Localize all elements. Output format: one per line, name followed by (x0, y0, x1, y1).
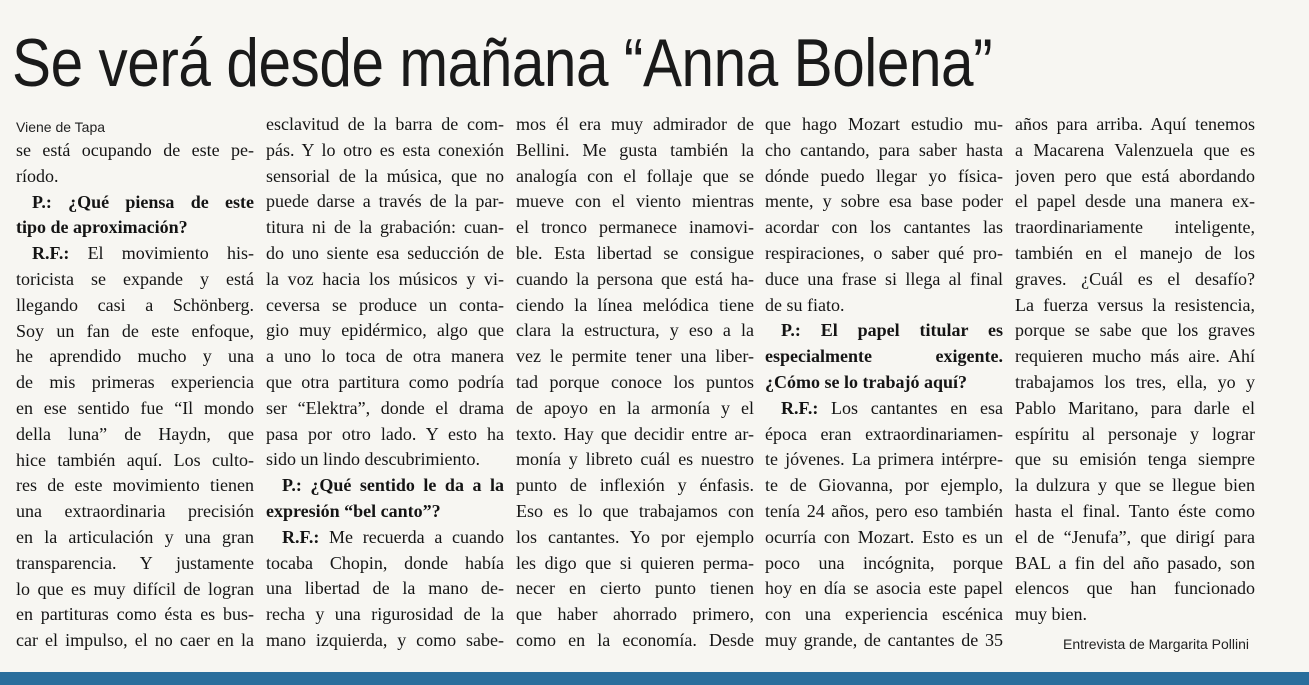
text-line: vez le permite tener una liber- (516, 346, 754, 367)
speaker-label: R.F.: (781, 397, 819, 418)
text-line: expresión “bel canto”? (266, 500, 441, 521)
text-line: una extraordinaria precisión (16, 501, 254, 522)
text-line: que otra partitura como podría (266, 371, 504, 392)
text-line: res de este movimiento tienen (16, 475, 254, 496)
text-line: a Macarena Valenzuela que es (1015, 139, 1255, 160)
text-line: ser “Elektra”, donde el drama (266, 397, 504, 418)
article-column-4 (765, 112, 1003, 654)
text-line: llegando casi a Schönberg. (16, 294, 254, 315)
text-line: hice también aquí. Los culto- (16, 449, 254, 470)
text-line: años para arriba. Aquí tenemos (1015, 114, 1255, 134)
text-line: P.: El papel titular es (781, 320, 1003, 341)
text-line: respiraciones, o saber qué pro- (765, 242, 1003, 263)
text-line: en la articulación y una gran (16, 526, 254, 547)
page-bottom-band (0, 672, 1309, 685)
text-line: los cantantes. Yo por ejemplo (516, 526, 754, 547)
text-line: hoy en día se asocia este papel (765, 578, 1003, 599)
text-line: que haber ahorrado primero, (516, 604, 754, 625)
text-line: Bellini. Me gusta también la (516, 139, 754, 160)
text-line: ¿Cómo se lo trabajó aquí? (765, 371, 967, 392)
text-line: espíritu al personaje y lograr (1015, 423, 1255, 444)
text-line: titura ni de la grabación: cuan- (266, 217, 504, 238)
text-line: te de Giovanna, por ejemplo, (765, 475, 1003, 496)
text-line: ceversa se produce un conta- (266, 294, 504, 315)
text-line: analogía con el follaje que se (516, 165, 754, 186)
article-column-5 (1015, 112, 1255, 652)
text-line: de apoyo en la armonía y el (516, 397, 754, 418)
text-line: duce una frase si llega al final (765, 268, 1003, 289)
text-line: les digo que si quieren perma- (516, 552, 754, 573)
text-line: en ese sentido fue “Il mondo (16, 397, 254, 418)
text-line: R.F.: Los cantantes en esa (781, 397, 1003, 418)
text-line: mente, y sobre esa base poder (765, 191, 1003, 212)
text-line: la voz hacia los músicos y vi- (266, 268, 504, 289)
text-line: Pablo Maritano, para darle el (1015, 397, 1255, 418)
text-line: traordinariamente inteligente, (1015, 217, 1255, 238)
text-line: graves. ¿Cuál es el desafío? (1015, 268, 1255, 289)
text-line: especialmente exigente. (765, 346, 1003, 367)
text-line: que hago Mozart estudio mu- (765, 114, 1003, 134)
text-line: clara la estructura, y eso a la (516, 320, 754, 341)
text-line: también en el manejo de los (1015, 242, 1255, 263)
text-line: necer en cierto punto tienen (516, 578, 754, 599)
text-line: de su fiato. (765, 294, 845, 315)
text-line: mano izquierda, y como sabe- (266, 629, 504, 650)
text-line: la dulzura y que se llegue bien (1015, 475, 1255, 496)
article-column-2 (266, 112, 504, 654)
text-line: P.: ¿Qué sentido le da a la (282, 475, 504, 496)
text-line: requieren mucho más aire. Ahí (1015, 346, 1255, 367)
text-line: P.: ¿Qué piensa de este (32, 191, 254, 212)
text-line: cuando la persona que está ha- (516, 268, 754, 289)
text-line: pasa por otro lado. Y esto ha (266, 423, 504, 444)
text-line: porque se sabe que los graves (1015, 320, 1255, 341)
text-line: car el impulso, el no caer en la (16, 630, 254, 651)
text-line: BAL a fin del año pasado, son (1015, 552, 1255, 573)
text-line: lo que es muy difícil de logran (16, 578, 254, 599)
text-line: puede darse a través de la par- (266, 191, 504, 212)
text-line: Soy un fan de este enfoque, (16, 320, 254, 341)
text-line: ciendo la línea melódica tiene (516, 294, 754, 315)
text-line: como en la economía. Desde (516, 629, 754, 650)
text-line: de mis primeras experiencia (16, 372, 254, 393)
text-line: recha y una rigurosidad de la (266, 604, 504, 625)
text-line: Eso es lo que trabajamos con (516, 500, 754, 521)
text-line: muy bien. (1015, 604, 1087, 625)
text-line: poco una incógnita, porque (765, 552, 1003, 573)
text-line: dónde puedo llegar yo física- (765, 165, 1003, 186)
text-line: R.F.: El movimiento his- (32, 243, 254, 264)
text-line: una libertad de la mano de- (266, 578, 504, 599)
text-line: punto de inflexión y énfasis. (516, 475, 754, 496)
text-line: el papel desde una manera ex- (1015, 191, 1255, 212)
text-line: te jóvenes. La primera intérpre- (765, 449, 1003, 470)
text-line: texto. Hay que decidir entre ar- (516, 423, 754, 444)
text-line: a uno lo toca de otra manera (266, 346, 504, 367)
text-line: esclavitud de la barra de com- (266, 114, 504, 134)
text-line: acordar con los cantantes las (765, 217, 1003, 238)
text-line: cho cantando, para saber hasta (765, 139, 1003, 160)
text-line: tipo de aproximación? (16, 217, 188, 238)
kicker: Viene de Tapa (16, 119, 106, 135)
text-line: ocurría con Mozart. Esto es un (765, 526, 1003, 547)
text-line: he aprendido mucho y una (16, 346, 254, 367)
text-line: trabajamos los tres, ella, yo y (1015, 371, 1255, 392)
text-line: monía y libreto cuál es nuestro (516, 449, 754, 470)
text-line: La fuerza versus la resistencia, (1015, 294, 1255, 315)
headline: Se verá desde mañana “Anna Bolena” (12, 25, 993, 101)
text-line: que su emisión tenga siempre (1015, 449, 1255, 470)
text-line: R.F.: Me recuerda a cuando (282, 526, 504, 547)
article-column-3 (516, 112, 754, 654)
text-line: toricista se expande y está (16, 268, 254, 289)
text-line: do uno siente esa seducción de (266, 242, 504, 263)
text-line: sensorial de la música, que no (266, 165, 504, 186)
text-line: mueve con el viento mientras (516, 191, 754, 212)
text-line: el tronco permanece inamovi- (516, 217, 754, 238)
text-line: sido un lindo descubrimiento. (266, 449, 480, 470)
text-line: hasta el final. Tanto éste como (1015, 500, 1255, 521)
text-line: tad porque conoce los puntos (516, 371, 754, 392)
text-line: el de “Jenufa”, que dirigí para (1015, 526, 1255, 547)
text-line: ble. Esta libertad se consigue (516, 242, 754, 263)
text-line: joven pero que está abordando (1015, 165, 1255, 186)
text-line: gio muy epidérmico, algo que (266, 320, 504, 341)
author-credit: Entrevista de Margarita Pollini (1063, 635, 1249, 652)
speaker-label: R.F.: (32, 243, 70, 264)
text-line: mos él era muy admirador de (516, 114, 754, 134)
text-line: transparencia. Y justamente (16, 552, 254, 573)
text-line: elencos que han funcionado (1015, 578, 1255, 599)
text-line: pás. Y lo otro es esta conexión (266, 139, 504, 160)
text-line: ríodo. (16, 165, 59, 186)
text-line: en partituras como ésta es bus- (16, 604, 254, 625)
speaker-label: R.F.: (282, 526, 320, 547)
text-line: época eran extraordinariamen- (765, 423, 1003, 444)
text-line: muy grande, de cantantes de 35 (765, 629, 1003, 650)
text-line: tocaba Chopin, donde había (266, 552, 504, 573)
article-column-1 (16, 112, 254, 654)
text-line: con una experiencia escénica (765, 604, 1003, 625)
text-line: della luna” de Haydn, que (16, 423, 254, 444)
text-line: se está ocupando de este pe- (16, 140, 254, 160)
text-line: tenía 24 años, pero eso también (765, 500, 1003, 521)
